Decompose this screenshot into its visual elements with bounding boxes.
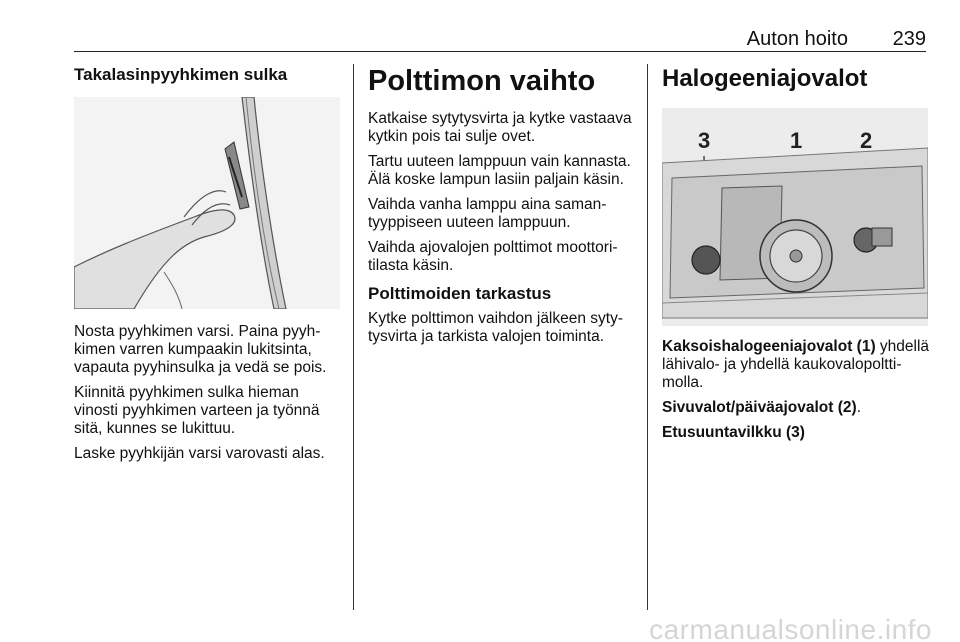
- column-bulb-change: [368, 64, 636, 353]
- bulb-paragraph: Vaihda ajovalojen polttimot moottori-tilasta käsin.: [368, 239, 618, 274]
- halogen-item: Sivuvalot/päiväajovalot (2).: [662, 399, 861, 416]
- watermark: carmanualsonline.info: [649, 614, 932, 642]
- halogen-item: Kaksoishalogeeniajovalot (1) yhdellä lähivalo- ja yhdellä kaukovalopoltti-molla.: [662, 338, 930, 391]
- column-wiper: [74, 64, 340, 470]
- column-halogen: [662, 64, 930, 449]
- section-title: Auton hoito: [746, 28, 848, 50]
- headlight-illustration: [662, 108, 928, 326]
- wiper-heading: Takalasinpyyhkimen sulka: [74, 65, 288, 84]
- bulb-paragraph: Vaihda vanha lamppu aina saman-tyyppiseen uuteen lamppuun.: [368, 196, 607, 231]
- bulb-check-heading: Polttimoiden tarkastus: [368, 284, 552, 303]
- halogen-heading: Halogeeniajovalot: [662, 65, 868, 92]
- page-header: [74, 28, 926, 52]
- column-divider: [647, 64, 648, 610]
- page-number: 239: [892, 28, 926, 50]
- callout-label: 2: [860, 128, 873, 153]
- wiper-illustration: [74, 97, 340, 309]
- callout-label: 3: [698, 128, 711, 153]
- bulb-change-heading: Polttimon vaihto: [368, 65, 596, 97]
- wiper-paragraph: Nosta pyyhkimen varsi. Paina pyyh-kimen varren kumpaakin lukitsinta, vapauta pyyhinsulka ja vedä se pois.: [74, 323, 327, 376]
- halogen-item: Etusuuntavilkku (3): [662, 424, 805, 441]
- wiper-paragraph: Kiinnitä pyyhkimen sulka hieman vinosti pyyhkimen varteen ja työnnä sitä, kunnes se lukittuu.: [74, 384, 320, 437]
- column-divider: [353, 64, 354, 610]
- bulb-paragraph: Katkaise sytytysvirta ja kytke vastaava kytkin pois tai sulje ovet.: [368, 110, 632, 145]
- callout-label: 1: [790, 128, 803, 153]
- wiper-paragraph: Laske pyyhkijän varsi varovasti alas.: [74, 445, 325, 462]
- bulb-paragraph: Kytke polttimon vaihdon jälkeen syty-tysvirta ja tarkista valojen toiminta.: [368, 310, 624, 345]
- bulb-paragraph: Tartu uuteen lamppuun vain kannasta. Älä koske lampun lasiin paljain käsin.: [368, 153, 631, 188]
